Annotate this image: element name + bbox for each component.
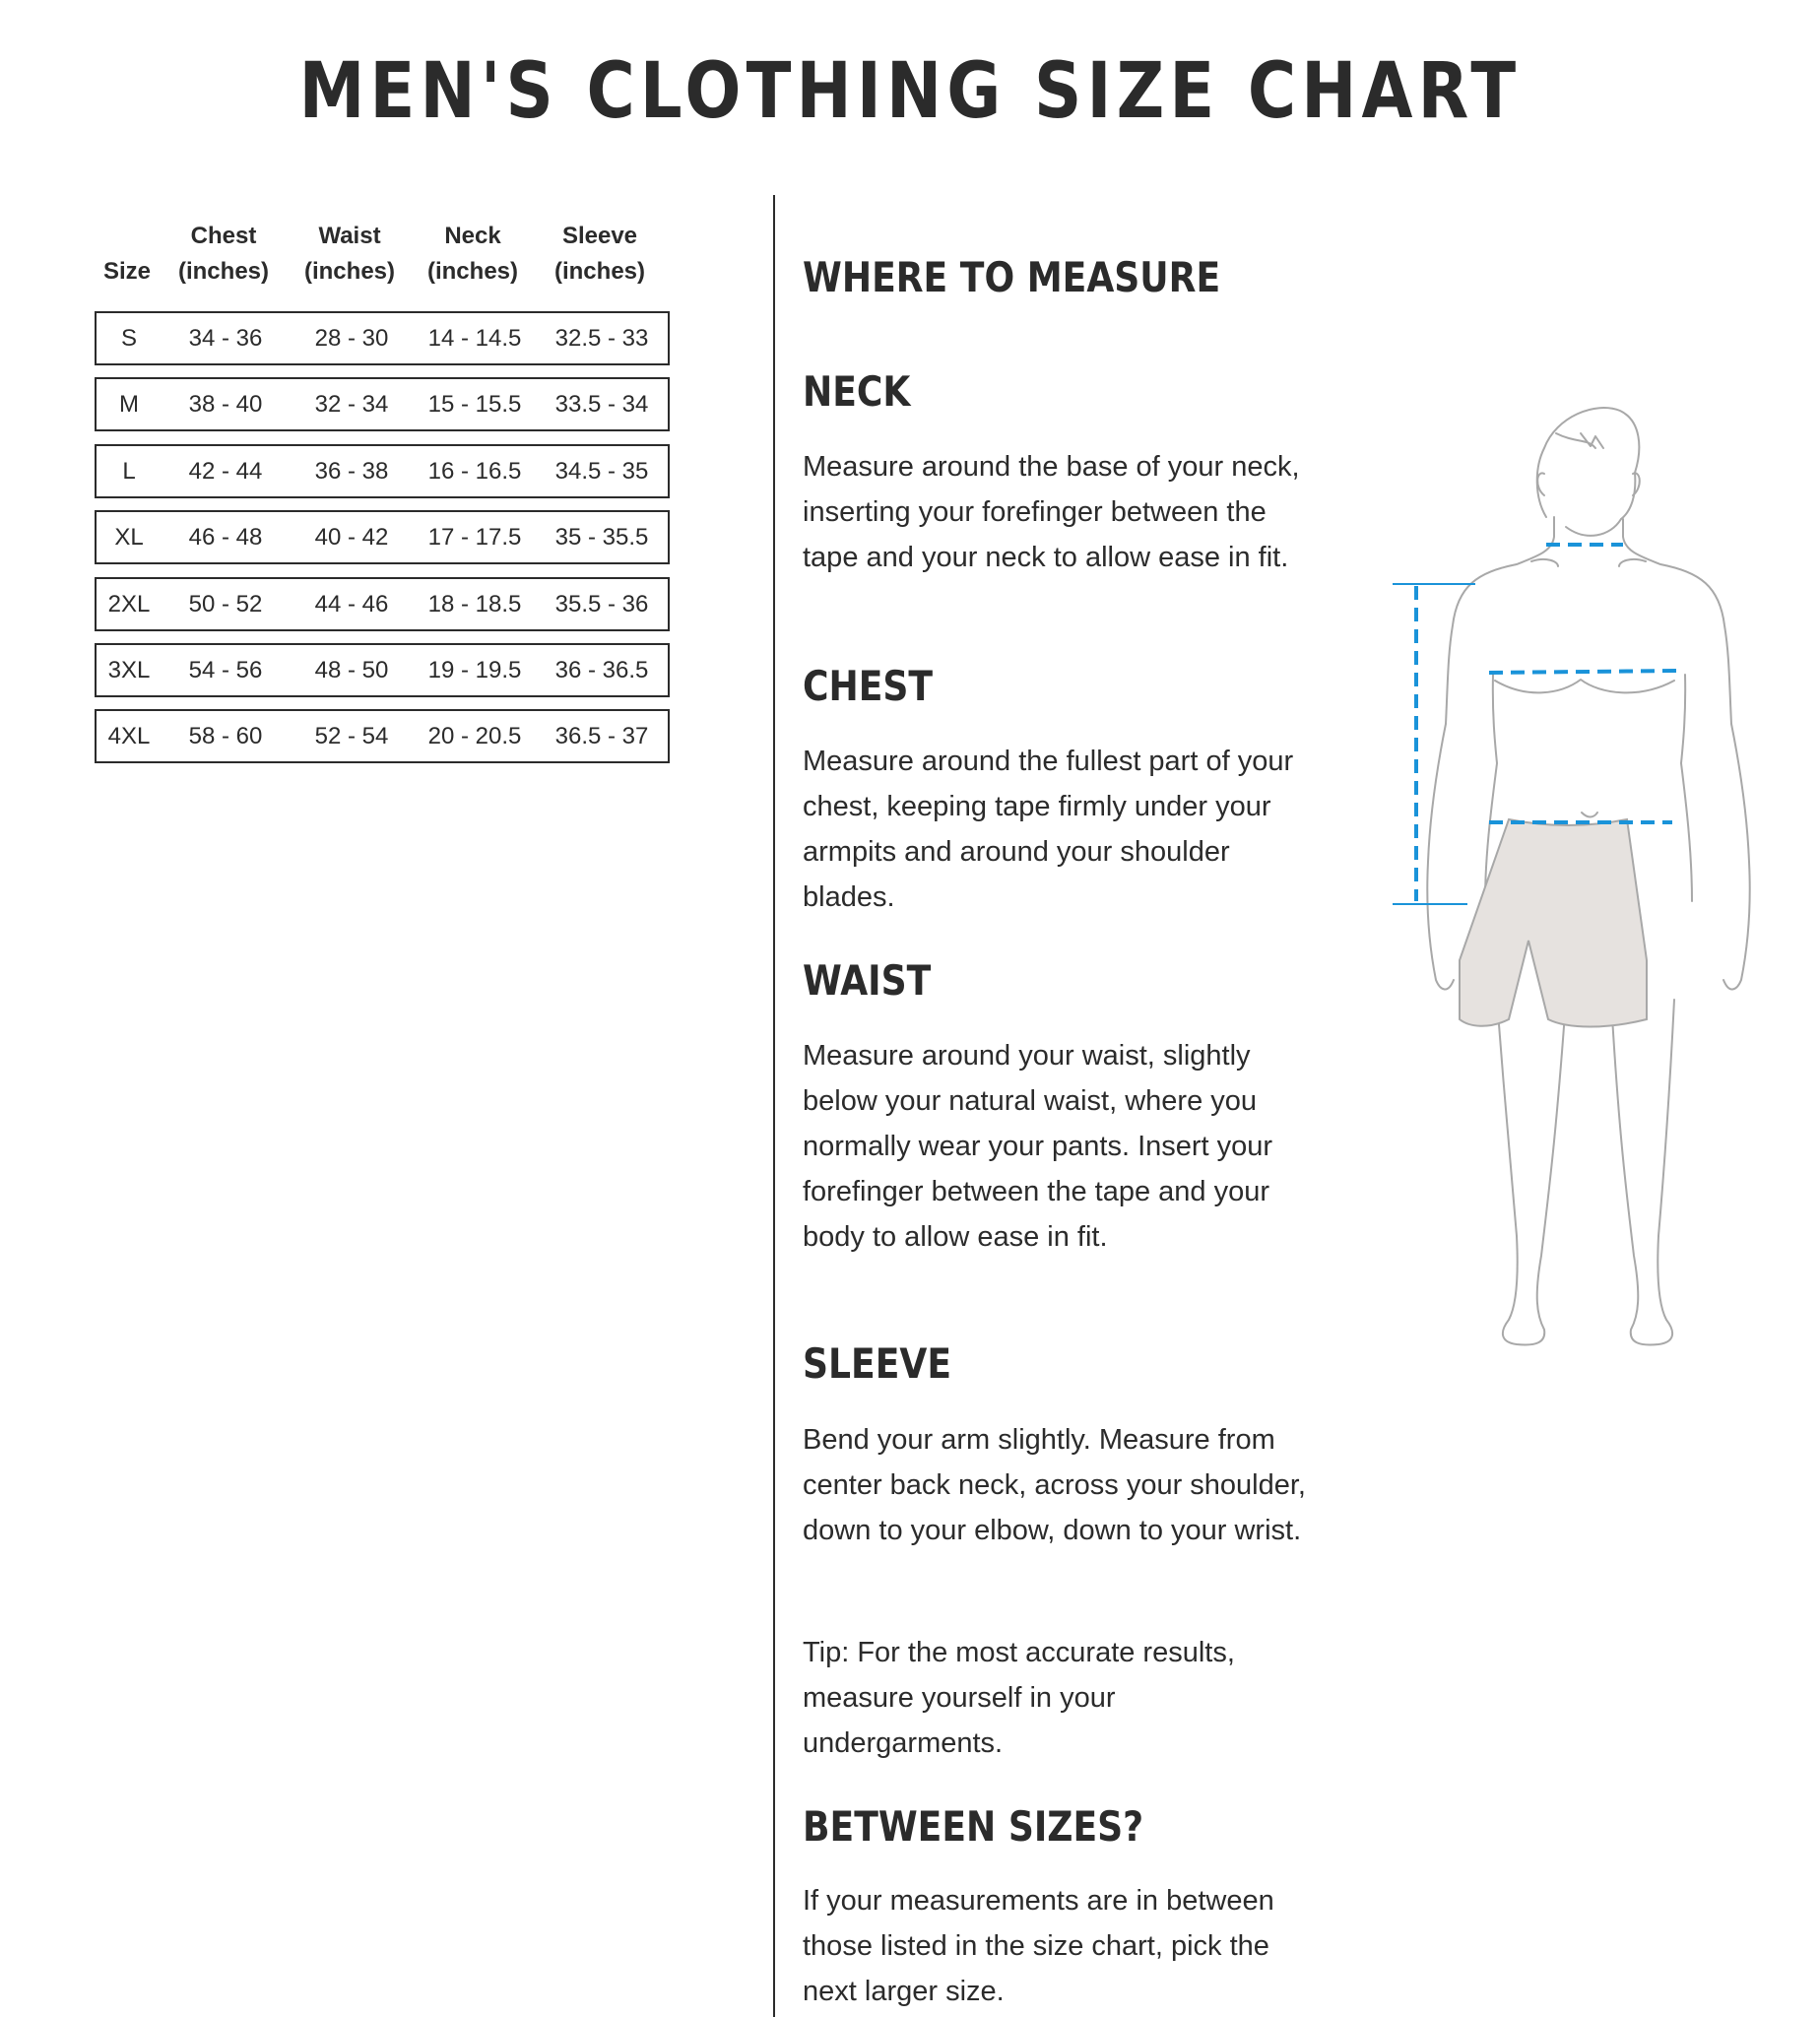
cell-neck: 20 - 20.5 — [427, 723, 522, 750]
table-row — [95, 377, 670, 431]
section-title-between-sizes: BETWEEN SIZES? — [803, 1802, 1144, 1851]
cell-neck: 17 - 17.5 — [427, 524, 522, 552]
section-body-between-sizes: If your measurements are in between those listed in the size chart, pick the next larger size. — [803, 1885, 1274, 2007]
header-line2: (inches) — [303, 258, 395, 285]
header-size — [95, 219, 160, 290]
cell-chest: 42 - 44 — [188, 457, 263, 485]
cell-sleeve: 33.5 - 34 — [554, 391, 649, 419]
cell-chest: 50 - 52 — [188, 590, 263, 618]
guide-heading: WHERE TO MEASURE — [803, 253, 1221, 301]
chest-measure-line — [1489, 671, 1679, 673]
header-line1: Chest — [190, 223, 257, 249]
header-line1: Sleeve — [561, 223, 638, 249]
cell-sleeve: 35.5 - 36 — [554, 590, 649, 618]
table-header — [95, 219, 670, 290]
page-title: MEN'S CLOTHING SIZE CHART — [298, 47, 1522, 136]
table-row — [95, 709, 670, 763]
table-row — [95, 643, 670, 697]
section-title-neck: NECK — [803, 367, 911, 416]
sleeve-measure-caps — [1393, 584, 1475, 904]
cell-chest: 46 - 48 — [188, 524, 263, 552]
cell-chest: 54 - 56 — [188, 657, 263, 683]
section-body-sleeve: Bend your arm slightly. Measure from center back neck, across your shoulder, down to your elbow, down to your wrist. — [803, 1424, 1306, 1546]
cell-sleeve: 35 - 35.5 — [554, 524, 649, 552]
cell-neck: 18 - 18.5 — [427, 590, 522, 618]
cell-size: L — [122, 457, 136, 485]
header-line1: Waist — [318, 223, 381, 249]
cell-size: M — [119, 391, 139, 419]
header-line1: Neck — [444, 223, 501, 249]
cell-size: XL — [114, 524, 144, 552]
cell-waist: 48 - 50 — [314, 657, 389, 683]
cell-chest: 58 - 60 — [188, 723, 263, 750]
cell-sleeve: 34.5 - 35 — [554, 457, 649, 485]
cell-chest: 34 - 36 — [188, 325, 263, 352]
table-row — [95, 510, 670, 564]
header-waist — [288, 219, 412, 290]
cell-size: 3XL — [107, 657, 151, 683]
tip-text: Tip: For the most accurate results, measure yourself in your undergarments. — [803, 1637, 1235, 1759]
body-measurement-illustration — [1379, 389, 1773, 1418]
cell-sleeve: 32.5 - 33 — [554, 325, 649, 352]
cell-waist: 44 - 46 — [314, 590, 389, 618]
size-table — [95, 219, 670, 750]
section-title-waist: WAIST — [803, 956, 932, 1005]
cell-neck: 15 - 15.5 — [427, 391, 522, 419]
section-body-chest: Measure around the fullest part of your chest, keeping tape firmly under your armpits and around your shoulder blades. — [803, 746, 1294, 913]
table-row — [95, 311, 670, 365]
table-row — [95, 444, 670, 498]
table-row — [95, 577, 670, 631]
man-figure-icon — [1379, 389, 1773, 1418]
header-line2: (inches) — [553, 258, 645, 285]
cell-sleeve: 36 - 36.5 — [554, 657, 649, 683]
section-title-chest: CHEST — [803, 662, 934, 710]
header-neck — [412, 219, 534, 290]
cell-size: 2XL — [107, 590, 151, 618]
header-line1 — [95, 219, 160, 254]
cell-size: 4XL — [107, 723, 151, 750]
cell-waist: 32 - 34 — [314, 391, 389, 419]
cell-waist: 52 - 54 — [314, 723, 389, 750]
cell-waist: 28 - 30 — [314, 325, 389, 352]
section-body-neck: Measure around the base of your neck, inserting your forefinger between the tape and your neck to allow ease in fit. — [803, 451, 1300, 573]
cell-neck: 19 - 19.5 — [427, 657, 522, 683]
section-title-sleeve: SLEEVE — [803, 1339, 952, 1388]
cell-neck: 14 - 14.5 — [427, 325, 522, 352]
section-body-waist: Measure around your waist, slightly below your natural waist, where you normally wear your pants. Insert your forefinger between the tape and your body to allow ease in fit. — [803, 1040, 1273, 1253]
cell-chest: 38 - 40 — [188, 391, 263, 419]
cell-neck: 16 - 16.5 — [427, 457, 522, 485]
header-line2: Size — [102, 258, 152, 285]
column-divider — [773, 195, 775, 2017]
cell-sleeve: 36.5 - 37 — [554, 723, 649, 750]
header-line2: (inches) — [177, 258, 269, 285]
header-line2: (inches) — [426, 258, 518, 285]
cell-size: S — [120, 325, 137, 352]
cell-waist: 40 - 42 — [314, 524, 389, 552]
cell-waist: 36 - 38 — [314, 457, 389, 485]
header-sleeve — [534, 219, 666, 290]
header-chest — [160, 219, 288, 290]
